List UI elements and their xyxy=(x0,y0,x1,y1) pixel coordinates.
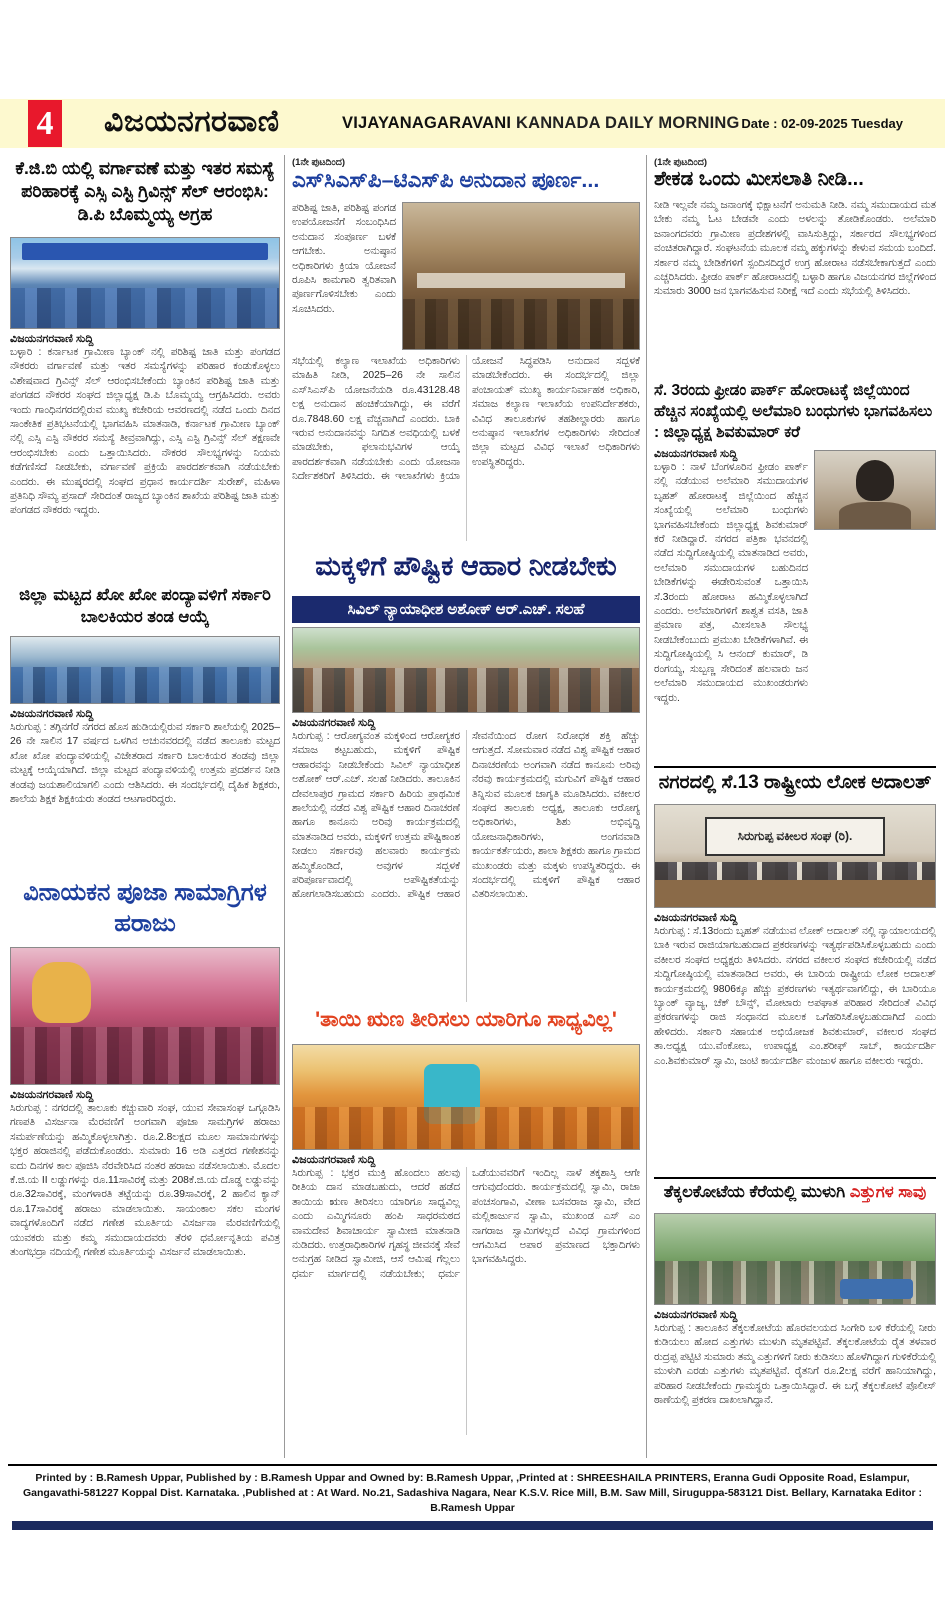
headline-one-percent-reservation: ಶೇಕಡ ಒಂದು ಮೀಸಲಾತಿ ನೀಡಿ... xyxy=(654,168,864,190)
column-divider-left xyxy=(284,155,285,1458)
tractor-trolley-graphic xyxy=(840,1279,913,1299)
lawyers-association-photo xyxy=(654,804,936,908)
headline-nutritious-food: ಮಕ್ಕಳಿಗೆ ಪೌಷ್ಟಿಕ ಆಹಾರ ನೀಡಬೇಕು xyxy=(315,551,617,581)
body-lok-adalat: ಸಿರುಗುಪ್ಪ : ಸೆ.13ರಂದು ಬೃಹತ್ ನಡೆಯುವ ಲೋಕ್ ಅದಾಲತ್ ನಲ್ಲಿ ನ್ಯಾಯಾಲಯದಲ್ಲಿ ಬಾಕಿ ಇರುವ ರಾಜಿಯಾಗಬಹುದಾದ ಪ್ರಕರಣಗಳನ್ನು ಇತ್ಯರ್ಥಪಡಿಸಿಕೊಳ್ಳಬಹುದು ಎಂದು ವಕೀಲರ ಸಂಘದ ಅಧ್ಯಕ್ಷರು ತಿಳಿಸಿದರು. ನಗರದ ವಕೀಲರ ಸಂಘದ ಕಚೇರಿಯಲ್ಲಿ ನಡೆದ ಸುದ್ದಿಗೋಷ್ಠಿಯಲ್ಲಿ ಮಾತನಾಡಿದ ಅವರು, ಈ ಬಾರಿಯ ರಾಷ್ಟ್ರೀಯ ಲೋಕ ಅದಾಲತ್ ಕಾರ್ಯಕ್ರಮದಲ್ಲಿ 9806ಕ್ಕೂ ಹೆಚ್ಚು ಪ್ರಕರಣಗಳು ಇತ್ಯರ್ಥವಾಗಲಿದ್ದು, ಈ ಬಾರಿಯೂ ಬ್ಯಾಂಕ್ ವ್ಯಾಜ್ಯ, ಚೆಕ್ ಬೌನ್ಸ್, ಮೋಟಾರು ಅಪಘಾತ ಪರಿಹಾರ ಸೇರಿದಂತೆ ವಿವಿಧ ಪ್ರಕರಣಗಳನ್ನು ರಾಜಿ ಸಂಧಾನದ ಮೂಲಕ ಒಗೆಹರಿಸಿಕೊಳ್ಳಬಹುದಾಗಿದೆ ಎಂದು ಹೇಳಿದರು. ಸರ್ಕಾರಿ ಸಹಾಯಕ ಅಭಿಯೋಜಕ ಶಿವಕುಮಾರ್, ವಕೀಲರ ಸಂಘದ ತಾ.ಅಧ್ಯಕ್ಷ ಯು.ವೆಂಕೋಬ, ಉಪಾಧ್ಯಕ್ಷ ಎಂ.ಶರೀಫ್ ಸಾಬ್, ಕಾರ್ಯದರ್ಶಿ ಎಂ.ಶಿವಕುಮಾರ್ ಸ್ವಾಮಿ, ಜಂಟಿ ಕಾರ್ಯದರ್ಶಿ ಮಂಜುಳ ಹಾಗೂ ವಕೀಲರು ಇದ್ದರು. xyxy=(654,926,936,1067)
body-scsp-tsp-grant: ಸಭೆಯಲ್ಲಿ ಕಲ್ಯಾಣ ಇಲಾಖೆಯ ಅಧಿಕಾರಿಗಳು ಮಾಹಿತಿ ನೀಡಿ, 2025–26 ನೇ ಸಾಲಿನ ಎಸ್‌ಸಿಎಸ್‌ಪಿ ಯೋಜನೆಯಡಿ ರೂ.43128.48 ಲಕ್ಷ ಅನುದಾನ ಹಂಚಿಕೆಯಾಗಿದ್ದು, ಈ ವರೆಗೆ ರೂ.7848.60 ಲಕ್ಷ ವೆಚ್ಚವಾಗಿದೆ ಎಂದರು. ಬಾಕಿ ಇರುವ ಅನುದಾನವನ್ನು ನಿಗದಿತ ಅವಧಿಯಲ್ಲಿ ಬಳಕೆ ಮಾಡಬೇಕು, ಫಲಾನುಭವಿಗಳ ಆಯ್ಕೆ ಪಾರದರ್ಶಕವಾಗಿ ನಡೆಯಬೇಕು ಎಂದು ಯೋಜನಾ ನಿರ್ದೇಶಕರಿಗೆ ತಿಳಿಸಿದರು. ಈ ಇಲಾಖೆಗಳು ಕ್ರಿಯಾ ಯೋಜನೆ ಸಿದ್ಧಪಡಿಸಿ ಅನುದಾನ ಸದ್ಬಳಕೆ ಮಾಡಬೇಕೆಂದರು. ಈ ಸಂದರ್ಭದಲ್ಲಿ ಜಿಲ್ಲಾ ಪಂಚಾಯತ್ ಮುಖ್ಯ ಕಾರ್ಯನಿರ್ವಾಹಕ ಅಧಿಕಾರಿ, ಸಮಾಜ ಕಲ್ಯಾಣ ಇಲಾಖೆಯ ಉಪನಿರ್ದೇಶಕರು, ವಿವಿಧ ತಾಲೂಕುಗಳ ತಹಶೀಲ್ದಾರರು ಹಾಗೂ ಅನುಷ್ಠಾನ ಇಲಾಖೆಗಳ ಅಧಿಕಾರಿಗಳು ಸೇರಿದಂತೆ ಜಿಲ್ಲಾ ಮಟ್ಟದ ವಿವಿಧ ಇಲಾಖೆ ಅಧಿಕಾರಿಗಳು ಉಪಸ್ಥಿತರಿದ್ದರು. xyxy=(292,356,640,483)
dateline-center-2: ವಿಜಯನಗರವಾಣಿ ಸುದ್ದಿ xyxy=(292,717,376,729)
page-number-box xyxy=(28,100,62,147)
dateline-center-3: ವಿಜಯನಗರವಾಣಿ ಸುದ್ದಿ xyxy=(292,1154,376,1166)
headline-freedom-park-protest: ಸೆ. 3ರಂದು ಫ್ರೀಡಂ ಪಾರ್ಕ್ ಹೋರಾಟಕ್ಕೆ ಜಿಲ್ಲೆಯಿಂದ ಹೆಚ್ಚಿನ ಸಂಖ್ಯೆಯಲ್ಲಿ ಅಲೆಮಾರಿ ಬಂಧುಗಳು ಭಾಗವಹಿಸಲು : ಜಿಲ್ಲಾಧ್ಯಕ್ಷ ಶಿವಕುಮಾರ್ ಕರೆ xyxy=(654,382,933,441)
meeting-table-graphic xyxy=(417,273,625,288)
saffron-devotees-graphic xyxy=(293,1107,639,1149)
body-nutritious-food: ಸಿರುಗುಪ್ಪ : ಆರೋಗ್ಯವಂತ ಮಕ್ಕಳಿಂದ ಆರೋಗ್ಯಕರ ಸಮಾಜ ಕಟ್ಟಬಹುದು, ಮಕ್ಕಳಿಗೆ ಪೌಷ್ಟಿಕ ಆಹಾರವನ್ನು ನೀಡಬೇಕೆಂದು ಸಿವಿಲ್ ನ್ಯಾಯಾಧೀಶ ಅಶೋಕ್ ಆರ್.ಎಚ್. ಸಲಹೆ ನೀಡಿದರು. ತಾಲೂಕಿನ ದೇವಲಾಪುರ ಗ್ರಾಮದ ಸರ್ಕಾರಿ ಹಿರಿಯ ಪ್ರಾಥಮಿಕ ಶಾಲೆಯಲ್ಲಿ ನಡೆದ ವಿಶ್ವ ಪೌಷ್ಟಿಕ ಆಹಾರ ದಿನಾಚರಣೆ ಹಾಗೂ ಕಾನೂನು ಅರಿವು ಕಾರ್ಯಕ್ರಮದಲ್ಲಿ ಮಾತನಾಡಿದ ಅವರು, ಮಕ್ಕಳಿಗೆ ಉತ್ತಮ ಪೌಷ್ಟಿಕಾಂಶ ನೀಡಲು ಸರ್ಕಾರವು ಹಲವಾರು ಕಾರ್ಯಕ್ರಮ ಹಮ್ಮಿಕೊಂಡಿದೆ, ಅವುಗಳ ಸದ್ಬಳಕೆ ಪರಿಪೂರ್ಣವಾದಲ್ಲಿ ಅಪೌಷ್ಟಿಕತೆಯನ್ನು ಹೋಗಲಾಡಿಸಬಹುದು ಎಂದರು. ಪೌಷ್ಟಿಕ ಆಹಾರ ಸೇವನೆಯಿಂದ ರೋಗ ನಿರೋಧಕ ಶಕ್ತಿ ಹೆಚ್ಚು ಆಗುತ್ತದೆ. ಸೋಮವಾರ ನಡೆದ ವಿಶ್ವ ಪೌಷ್ಟಿಕ ಆಹಾರ ದಿನಾಚರಣೆಯ ಅಂಗವಾಗಿ ನಡೆದ ಕಾನೂನು ಅರಿವು ನೆರವು ಕಾರ್ಯಕ್ರಮದಲ್ಲಿ ಮಗುವಿಗೆ ಪೌಷ್ಟಿಕ ಆಹಾರ ತಿನ್ನಿಸುವ ಮೂಲಕ ಜಾಗೃತಿ ಮೂಡಿಸಿದರು. ವಕೀಲರ ಸಂಘದ ತಾಲೂಕು ಅಧ್ಯಕ್ಷ, ತಾಲೂಕು ಆರೋಗ್ಯ ಅಧಿಕಾರಿಗಳು, ಶಿಶು ಅಭಿವೃದ್ಧಿ ಯೋಜನಾಧಿಕಾರಿಗಳು, ಅಂಗನವಾಡಿ ಕಾರ್ಯಕರ್ತೆಯರು, ಶಾಲಾ ಶಿಕ್ಷಕರು ಹಾಗೂ ಗ್ರಾಮದ ಮುಖಂಡರು ಮತ್ತು ಮಕ್ಕಳು ಉಪಸ್ಥಿತರಿದ್ದರು. ಈ ಸಂದರ್ಭದಲ್ಲಿ ಮಕ್ಕಳಿಗೆ ಪೌಷ್ಟಿಕ ಆಹಾರ ವಿತರಿಸಲಾಯಿತು. xyxy=(292,731,640,901)
officials-graphic xyxy=(403,299,639,349)
subhead-civil-judge-advice: ಸಿವಿಲ್ ನ್ಯಾಯಾಧೀಶ ಅಶೋಕ್ ಆರ್.ಎಚ್. ಸಲಹೆ xyxy=(292,596,640,623)
masthead-band xyxy=(0,99,945,148)
headline-bulls-drowned-red: ಎತ್ತುಗಳ ಸಾವು xyxy=(849,1183,927,1201)
khokho-team-photo xyxy=(10,636,280,704)
right-column xyxy=(654,157,936,1472)
ganesha-auction-photo xyxy=(10,947,280,1085)
center-column xyxy=(292,157,640,1435)
body-kgb-grievance-cell: ಬಳ್ಳಾರಿ : ಕರ್ನಾಟಕ ಗ್ರಾಮೀಣ ಬ್ಯಾಂಕ್ ನಲ್ಲಿ ಪರಿಶಿಷ್ಟ ಜಾತಿ ಮತ್ತು ಪಂಗಡದ ನೌಕರರು ವರ್ಗಾವಣೆ ಮತ್ತು ಇತರ ಸಮಸ್ಯೆಗಳನ್ನು ಪರಿಹಾರ ಕಂಡುಕೊಳ್ಳಲು ವಿಶೇಷವಾದ ಗ್ರಿವಿನ್ಸ್ ಸೆಲ್ ಆರಂಭಿಸಬೇಕೆಂದು ಬ್ಯಾಂಕಿನ ಪರಿಶಿಷ್ಟ ಜಾತಿ ಮತ್ತು ಪಂಗಡದ ನೌಕರರ ಸಂಘದ ಜಿಲ್ಲಾಧ್ಯಕ್ಷ ಡಿ.ಪಿ ಬೊಮ್ಮಯ್ಯ ಆಗ್ರಹಿಸಿದರು. ಅವರು ಇಂದು ಗಾಂಧಿನಗರದಲ್ಲಿರುವ ಮುಖ್ಯ ಕಚೇರಿಯ ಆವರಣದಲ್ಲಿ ನಡೆದ ಒಂದು ದಿನದ ಸಾಂಕೇತಿಕ ಪ್ರತಿಭಟನೆಯಲ್ಲಿ ಭಾಗವಹಿಸಿ ಮಾತನಾಡಿ, ಕರ್ನಾಟಕ ಗ್ರಾಮೀಣ ಬ್ಯಾಂಕ್ ನಲ್ಲಿ ಎಸ್ಸಿ ಎಸ್ಟಿ ನೌಕರರ ಸಮಸ್ಯೆ ತೀವ್ರವಾಗಿದ್ದು, ಎಸ್ಸಿ ಎಸ್ಟಿ ಗ್ರಿವಿನ್ಸ್ ಸೆಲ್ ತಕ್ಷಣವೇ ಆರಂಭಿಸಬೇಕು ಎಂದು ಒತ್ತಾಯಿಸಿದರು. ನೌಕರರ ಸೌಲಭ್ಯಗಳನ್ನು ನಿಯಮ ಕಡೆಗಣಿಸದೆ ನೀಡಬೇಕು, ವರ್ಗಾವಣೆ ಪ್ರಕ್ರಿಯೆ ಪಾರದರ್ಶಕವಾಗಿ ನಡೆಯಬೇಕು ಎಂದರು. ಈ ಮುಷ್ಕರದಲ್ಲಿ ಸಂಘದ ಪ್ರಧಾನ ಕಾರ್ಯದರ್ಶಿ ಸುರೇಶ್, ಮಹಿಳಾ ಪ್ರತಿನಿಧಿ ಸೌಮ್ಯ ಪ್ರಸಾದ್ ಸೇರಿದಂತೆ ರಾಜ್ಯದ ಬ್ಯಾಂಕಿನ ಶಾಖೆಯ ಪರಿಶಿಷ್ಟ ಜಾತಿ ಮತ್ತು ಪಂಗಡದ ನೌಕರರು ಇದ್ದರು. xyxy=(10,347,280,517)
portrait-shoulders-graphic xyxy=(839,502,911,529)
nutrition-day-group-photo xyxy=(292,627,640,713)
dateline-right-4: ವಿಜಯನಗರವಾಣಿ ಸುದ್ದಿ xyxy=(654,1309,738,1321)
ganesha-idol-graphic xyxy=(32,962,91,1023)
dateline-left-1: ವಿಜಯನಗರವಾಣಿ ಸುದ್ದಿ xyxy=(10,333,94,345)
dateline-right-2: ವಿಜಯನಗರವಾಣಿ ಸುದ್ದಿ xyxy=(654,448,738,460)
review-meeting-photo xyxy=(402,202,640,350)
headline-lok-adalat: ನಗರದಲ್ಲಿ ಸೆ.13 ರಾಷ್ಟ್ರೀಯ ಲೋಕ ಅದಾಲತ್ xyxy=(658,772,932,793)
body-khokho-team: ಸಿರುಗುಪ್ಪ : ತಗ್ಗಿನಗೆರೆ ನಗರದ ಹೊಸ ಹುಡಿಯಲ್ಲಿರುವ ಸರ್ಕಾರಿ ಶಾಲೆಯಲ್ಲಿ 2025–26 ನೇ ಸಾಲಿನ 17 ವರ್ಷದ ಒಳಗಿನ ಅಚುನವರದಲ್ಲಿ ನಡೆದ ತಾಲೂಕು ಮಟ್ಟದ ಖೋ ಖೋ ಪಂದ್ಯಾವಳಿಯಲ್ಲಿ ವಿಜೇತರಾದ ಸರ್ಕಾರಿ ಬಾಲಕಿಯರ ತಂಡವು ಜಿಲ್ಲಾ ಮಟ್ಟಕ್ಕೆ ಆಯ್ಕೆಯಾಗಿದೆ. ಜಿಲ್ಲಾ ಮಟ್ಟದ ಪಂದ್ಯಾವಳಿಯಲ್ಲಿ ಉತ್ತಮ ಪ್ರದರ್ಶನ ನೀಡಿ ತಂಡವು ಜಯಶಾಲಿಯಾಗಲಿ ಎಂದು ಆಶಿಸಿದರು. ಈ ಸಂದರ್ಭದಲ್ಲಿ ದೈಹಿಕ ಶಿಕ್ಷಕರು, ಶಾಲೆಯ ಶಿಕ್ಷಕ ಶಿಕ್ಷಕಿಯರು ತಂಡದ ಆಟಗಾರರಿದ್ದರು. xyxy=(10,722,280,806)
masthead-date: Date : 02-09-2025 Tuesday xyxy=(741,116,903,131)
masthead-kannada-title: ವಿಜಯನಗರವಾಣಿ xyxy=(104,105,280,138)
crowd-graphic xyxy=(11,288,279,329)
scsp-story-row xyxy=(292,202,640,350)
headline-mother-debt: 'ತಾಯಿ ಋಣ ತೀರಿಸಲು ಯಾರಿಗೂ ಸಾಧ್ಯವಿಲ್ಲ' xyxy=(315,1008,617,1031)
body-freedom-park-protest: ಬಳ್ಳಾರಿ : ನಾಳೆ ಬೆಂಗಳೂರಿನ ಫ್ರೀಡಂ ಪಾರ್ಕ್ ನಲ್ಲಿ ನಡೆಯುವ ಅಲೆಮಾರಿ ಸಮುದಾಯಗಳ ಬೃಹತ್ ಹೋರಾಟಕ್ಕೆ ಜಿಲ್ಲೆಯಿಂದ ಹೆಚ್ಚಿನ ಸಂಖ್ಯೆಯಲ್ಲಿ ಅಲೆಮಾರಿ ಬಂಧುಗಳು ಭಾಗವಹಿಸಬೇಕೆಂದು ಜಿಲ್ಲಾಧ್ಯಕ್ಷ ಶಿವಕುಮಾರ್ ಕರೆ ನೀಡಿದ್ದಾರೆ. ನಗರದ ಪತ್ರಿಕಾ ಭವನದಲ್ಲಿ ನಡೆದ ಸುದ್ದಿಗೋಷ್ಠಿಯಲ್ಲಿ ಮಾತನಾಡಿದ ಅವರು, ಅಲೆಮಾರಿ ಸಮುದಾಯಗಳ ಬಹುದಿನದ ಬೇಡಿಕೆಗಳನ್ನು ಈಡೇರಿಸುವಂತೆ ಒತ್ತಾಯಿಸಿ ಸೆ.3ರಂದು ಹೋರಾಟ ಹಮ್ಮಿಕೊಳ್ಳಲಾಗಿದೆ ಎಂದರು. ಅಲೆಮಾರಿಗಳಿಗೆ ಶಾಶ್ವತ ವಸತಿ, ಜಾತಿ ಪ್ರಮಾಣ ಪತ್ರ, ಮೀಸಲಾತಿ ಸೌಲಭ್ಯ ನೀಡಬೇಕೆಂಬುದು ಪ್ರಮುಖ ಬೇಡಿಕೆಗಳಾಗಿವೆ. ಈ ಸುದ್ದಿಗೋಷ್ಠಿಯಲ್ಲಿ ಸಿ ಆನಂದ್ ಕುಮಾರ್, ಡಿ ರಂಗಯ್ಯ, ಸುಬ್ಬಣ್ಣ ಸೇರಿದಂತೆ ಹಲವಾರು ಜನ ಅಲೆಮಾರಿ ಸಮುದಾಯದ ಮುಖಂಡರುಗಳು ಇದ್ದರು. xyxy=(654,462,808,704)
headline-scsp-tsp-grant: ಎಸ್‌ಸಿಎಸ್‌ಪಿ–ಟಿಎಸ್‌ಪಿ ಅನುದಾನ ಪೂರ್ಣ... xyxy=(292,168,600,192)
masthead-english-name: VIJAYANAGARAVANI xyxy=(342,114,512,132)
headline-bulls-drowned xyxy=(654,1183,936,1209)
team-row-graphic xyxy=(11,667,279,703)
page-number: 4 xyxy=(36,104,54,142)
body-bulls-drowned: ಸಿರುಗುಪ್ಪ : ತಾಲೂಕಿನ ತೆಕ್ಕಲಕೋಟೆಯ ಹೊರವಲಯದ ಸಿಂಗೇರಿ ಬಳಿ ಕೆರೆಯಲ್ಲಿ ನೀರು ಕುಡಿಯಲು ಹೋದ ಎತ್ತುಗಳು ಮುಳುಗಿ ಮೃತಪಟ್ಟಿವೆ. ತೆಕ್ಕಲಕೋಟೆಯ ರೈತ ತಳವಾರ ರುದ್ರಪ್ಪ ಪಟ್ಟಿಟಿ ಸುಮಾರು ತಮ್ಮ ಎತ್ತುಗಳಿಗೆ ನೀರು ಕುಡಿಸಲು ಹೊಳೆಗಿದ್ದಾಗ ಗುಳಿಕೆರೆಯಲ್ಲಿ ಮುಳುಗಿ ಎರಡು ಎತ್ತುಗಳು ಮೃತಪಟ್ಟಿವೆ. ರೈತನಿಗೆ ರೂ.2ಲಕ್ಷ ವರೆಗೆ ಹಾನಿಯಾಗಿದ್ದು, ಪರಿಹಾರ ನೀಡಬೇಕೆಂದು ಗ್ರಾಮಸ್ಥರು ಒತ್ತಾಯಿಸಿದ್ದಾರೆ. ಈ ಬಗ್ಗೆ ತೆಕ್ಕಲಕೋಟೆ ಪೊಲೀಸ್ ಠಾಣೆಯಲ್ಲಿ ಪ್ರಕರಣ ದಾಖಲಾಗಿದ್ದಾನೆ. xyxy=(654,1323,936,1407)
protest-banner-graphic xyxy=(22,243,269,259)
district-president-portrait-photo xyxy=(814,450,936,530)
swamiji-event-photo xyxy=(292,1044,640,1150)
story-separator-1 xyxy=(654,766,936,768)
body-mother-debt: ಸಿರುಗುಪ್ಪ : ಭಕ್ತರ ಮುಕ್ತಿ ಹೊಂದಲು ಹಲವು ರೀತಿಯ ದಾನ ಮಾಡಬಹುದು, ಆದರೆ ಹಡೆದ ತಾಯಿಯ ಋಣ ತೀರಿಸಲು ಯಾರಿಗೂ ಸಾಧ್ಯವಿಲ್ಲ ಎಂದು ಎಮ್ಮಿಗನೂರು ಹಂಪಿ ಸಾಧರಮಠದ ವಾಮದೇವ ಶಿವಾಚಾರ್ಯ ಸ್ವಾಮೀಜಿ ಮಾತನಾಡಿ ನುಡಿದರು. ಉತ್ತರಾಧಿಕಾರಿಗಳ ಗೃಹಸ್ಥ ಜೀವನಕ್ಕೆ ಸೇವೆ ಅನುಗ್ರಹ ನೀಡಿದ ಸ್ವಾಮೀಜಿ, ಆಸೆ ಆಮಿಷ ಗೆಲ್ಲಲು ಧರ್ಮ ಮಾರ್ಗದಲ್ಲಿ ನಡೆಯಬೇಕು; ಧರ್ಮ ಒಡೆಯುವವರಿಗೆ ಇಂದಿಲ್ಲ ನಾಳೆ ತಕ್ಕಶಾಸ್ತಿ ಆಗೇ ಆಗುವುದೆಂದರು. ಕಾರ್ಯಕ್ರಮದಲ್ಲಿ ಸ್ವಾಮಿ, ರಾಜಾ ಪಂಚಸಂಗಾವಿ, ವೀಣಾ ಬಸವರಾಜ ಸ್ವಾಮಿ, ವೇದ ಮಲ್ಲಿಕಾರ್ಜುನ ಸ್ವಾಮಿ, ಮುಖಂಡ ಎಸ್ ಎಂ ನಾಗರಾಜ ಸ್ವಾಮಿಗಳಲ್ಲದೆ ವಿವಿಧ ಗ್ರಾಮಗಳಿಂದ ಆಗಮಿಸಿದ ಅಪಾರ ಪ್ರಮಾಣದ ಭಕ್ತಾದಿಗಳು ಭಾಗವಹಿಸಿದ್ದರು. xyxy=(292,1168,640,1280)
footer-bar xyxy=(12,1521,933,1530)
group-people-graphic xyxy=(293,668,639,712)
masthead-english-title xyxy=(342,114,740,133)
intro-scsp-tsp-grant: ಪರಿಶಿಷ್ಟ ಜಾತಿ, ಪರಿಶಿಷ್ಟ ಪಂಗಡ ಉಪಯೋಜನೆಗೆ ಸಂಬಂಧಿಸಿದ ಅನುದಾನ ಸಂಪೂರ್ಣ ಬಳಕೆ ಆಗಬೇಕು. ಅನುಷ್ಠಾನ ಅಧಿಕಾರಿಗಳು ಕ್ರಿಯಾ ಯೋಜನೆ ರೂಪಿಸಿ ಕಾಮಗಾರಿ ತ್ವರಿತವಾಗಿ ಪೂರ್ಣಗೊಳಿಸಬೇಕು ಎಂದು ಸೂಚಿಸಿದರು. xyxy=(292,203,396,315)
masthead-tagline: KANNADA DAILY MORNING xyxy=(511,114,740,132)
dateline-left-2: ವಿಜಯನಗರವಾಣಿ ಸುದ್ದಿ xyxy=(10,708,94,720)
story-separator-2 xyxy=(654,1177,936,1179)
lawyers-association-banner: ಸಿರುಗುಪ್ಪ ವಕೀಲರ ಸಂಘ (ರಿ). xyxy=(705,817,884,856)
left-column xyxy=(10,157,280,1462)
body-vinayaka-auction: ಸಿರುಗುಪ್ಪ : ನಗರದಲ್ಲಿ ತಾಲೂಕು ಕಚ್ಚುವಾರಿ ಸಂಘ, ಯುವ ಸೇವಾಸಂಘ ಒಗ್ಗೂಡಿಸಿ ಗಣಪತಿ ವಿಸರ್ಜನಾ ಮೆರವಣಿಗೆ ಅಂಗವಾಗಿ ಪೂಜಾ ಸಾಮಗ್ರಿಗಳ ಹರಾಜು ಸಮರ್ಪಣೆಯನ್ನು ಹಮ್ಮಿಕೊಳ್ಳಲಾಗಿತ್ತು. ರೂ.2.8ಲಕ್ಷದ ಮೂಲ ಸಾಮಾನುಗಳನ್ನು ಭಕ್ತರ ಹರಾಜಿನಲ್ಲಿ ಪಡೆದುಕೊಂಡರು. ಸುಮಾರು 16 ಅಡಿ ಎತ್ತರದ ಗಣೇಶನನ್ನು ಐದು ದಿನಗಳ ಕಾಲ ಪೂಜಿಸಿ ನೆರವೇರಿಸಿದ ನಂತರ ಹರಾಜು ನಡೆಸಲಾಯಿತು. ಮೊದಲ ಕೆ.ಜಿ.ಯ II ಲಡ್ಡುಗಳನ್ನು ರೂ.11ಸಾವಿರಕ್ಕೆ ಮತ್ತು 208ಕೆ.ಜಿ.ಯ ದೊಡ್ಡ ಲಡ್ಡುವನ್ನು ರೂ.32ಸಾವಿರಕ್ಕೆ, ಮಂಗಳಾರತಿ ತಟ್ಟೆಯನ್ನು ರೂ.39ಸಾವಿರಕ್ಕೆ, 2 ಹಾಲಿನ ಕ್ಯಾನ್ ರೂ.17ಸಾವಿರಕ್ಕೆ ಹರಾಜು ಮಾಡಲಾಯಿತು. ಸಾಯಂಕಾಲ ಸಕಲ ಮಂಗಳ ವಾದ್ಯಗಳೊಂದಿಗೆ ನಡೆದ ಗಣೇಶ ಮೂರ್ತಿಯ ವಿಸರ್ಜನಾ ಮೆರವಣಿಗೆಯಲ್ಲಿ ಯುವಕರು ಮತ್ತು ಕಮ್ಮ ಸಮುದಾಯದವರು ತೆರಳಿ ಧರ್ಮೋನ್ನತಿಯ ಪವಿತ್ರ ತುಂಗಭದ್ರಾ ನದಿಯಲ್ಲಿ ಗಣೇಶ ಮೂರ್ತಿಯನ್ನು ವಿಸರ್ಜನೆ ಮಾಡಲಾಯಿತು. xyxy=(10,1103,280,1259)
body-one-percent-reservation: ನೀಡಿ ಇಲ್ಲವೇ ನಮ್ಮ ಜನಾಂಗಕ್ಕೆ ಭಿಕ್ಷಾಟನೆಗೆ ಅನುಮತಿ ನೀಡಿ. ನಮ್ಮ ಸಮುದಾಯದ ಮತ ಬೇಕು ನಮ್ಮ ಓಟ ಬೇಡವೇ ಎಂದು ಅಳಲನ್ನು ತೋಡಿಕೊಂಡರು. ಅಲೆಮಾರಿ ಜನಾಂಗದವರು ಗ್ರಾಮೀಣ ಪ್ರದೇಶಗಳಲ್ಲಿ ವಾಸಿಸುತ್ತಿದ್ದು, ಸರ್ಕಾರದ ಸೌಲಭ್ಯಗಳಿಂದ ವಂಚಿತರಾಗಿದ್ದಾರೆ. ಸಂಘಟನೆಯ ಮೂಲಕ ನಮ್ಮ ಹಕ್ಕುಗಳನ್ನು ಕೇಳುವ ಸಮಯ ಬಂದಿದೆ. ಸರ್ಕಾರ ನಮ್ಮ ಬೇಡಿಕೆಗಳಿಗೆ ಸ್ಪಂದಿಸದಿದ್ದರೆ ಉಗ್ರ ಹೋರಾಟ ನಡೆಸಬೇಕಾಗುತ್ತದೆ ಎಂದು ಎಚ್ಚರಿಸಿದರು. ಫ್ರೀಡಂ ಪಾರ್ಕ್ ಹೋರಾಟದಲ್ಲಿ ಬಳ್ಳಾರಿ ಹಾಗೂ ವಿಜಯನಗರ ಜಿಲ್ಲೆಗಳಿಂದ ಸುಮಾರು 3000 ಜನ ಭಾಗವಹಿಸುವ ನಿರೀಕ್ಷೆ ಇದೆ ಎಂದು ಸಭೆಯಲ್ಲಿ ತಿಳಿಸಿದರು. xyxy=(654,200,936,298)
portrait-head-graphic xyxy=(856,460,894,501)
continued-tag-center: (1ನೇ ಪುಟದಿಂದ) xyxy=(292,157,346,168)
lake-incident-photo xyxy=(654,1213,936,1305)
imprint-line: Printed by : B.Ramesh Uppar, Published by : B.Ramesh Uppar and Owned by: B.Ramesh Uppar, ,Printed at : SHREESHAILA PRINTERS, Eranna Gudi Opposite Road, Eslampur, Gangavathi-581227 Koppal Dist. Karnataka. ,Published at : At Ward. No.21, Sadashiva Nagara, Near K.S.V. Rice Mill, B.M. Saw Mill, Siruguppa-583121 Dist. Bellary, Karnataka Editor : B.Ramesh Uppar xyxy=(8,1464,937,1517)
continued-tag-right: (1ನೇ ಪುಟದಿಂದ) xyxy=(654,157,708,168)
headline-kgb-grievance-cell: ಕೆ.ಜಿ.ಬಿ ಯಲ್ಲಿ ವರ್ಗಾವಣೆ ಮತ್ತು ಇತರ ಸಮಸ್ಯೆ ಪರಿಹಾರಕ್ಕೆ ಎಸ್ಸಿ ಎಸ್ಟಿ ಗ್ರಿವಿನ್ಸ್ ಸೆಲ್ ಆರಂಭಿಸಿ: ಡಿ.ಪಿ ಬೊಮ್ಮಯ್ಯ ಅಗ್ರಹ xyxy=(15,158,275,225)
dateline-right-3: ವಿಜಯನಗರವಾಣಿ ಸುದ್ದಿ xyxy=(654,912,738,924)
column-divider-right xyxy=(646,155,647,1458)
freedom-park-story-block xyxy=(654,448,936,760)
headline-vinayaka-auction: ವಿನಾಯಕನ ಪೂಜಾ ಸಾಮಾಗ್ರಿಗಳ ಹರಾಜು xyxy=(23,879,267,938)
headline-khokho-team: ಜಿಲ್ಲಾ ಮಟ್ಟದ ಖೋ ಖೋ ಪಂದ್ಯಾವಳಿಗೆ ಸರ್ಕಾರಿ ಬಾಲಕಿಯರ ತಂಡ ಆಯ್ಕೆ xyxy=(19,586,271,627)
lawyers-table-graphic xyxy=(655,880,935,907)
devotees-graphic xyxy=(11,1027,279,1084)
protest-event-photo xyxy=(10,237,280,329)
headline-bulls-drowned-black: ತೆಕ್ಕಲಕೋಟೆಯ ಕೆರೆಯಲ್ಲಿ ಮುಳುಗಿ xyxy=(663,1183,850,1201)
dateline-left-3: ವಿಜಯನಗರವಾಣಿ ಸುದ್ದಿ xyxy=(10,1089,94,1101)
